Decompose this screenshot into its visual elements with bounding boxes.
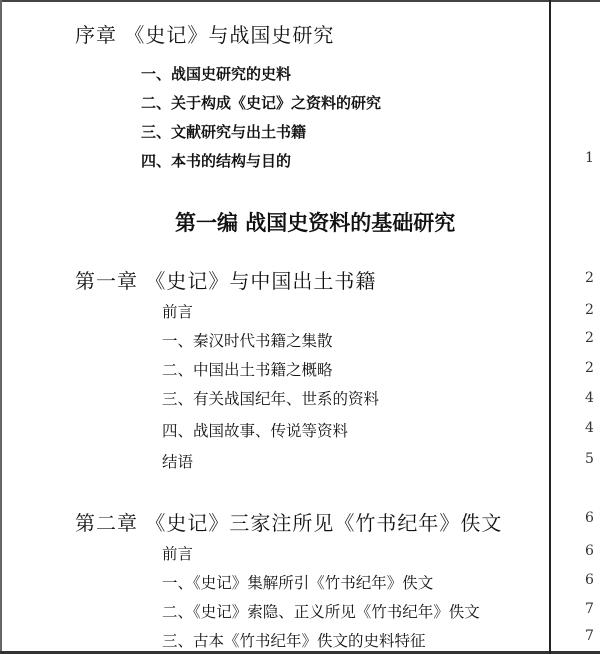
chapter-1-title: 第一章 《史记》与中国出土书籍 bbox=[75, 269, 377, 293]
page-number: 6 bbox=[585, 543, 594, 559]
chapter-1-item-5: 四、战国故事、传说等资料 bbox=[162, 422, 349, 440]
page-number: 7 bbox=[585, 628, 594, 644]
chapter-2-title: 第二章 《史记》三家注所见《竹书纪年》佚文 bbox=[75, 511, 503, 535]
page-margin-rule bbox=[549, 0, 551, 654]
page-number: 1 bbox=[585, 150, 594, 166]
intro-section-2: 二、关于构成《史记》之资料的研究 bbox=[141, 94, 382, 112]
chapter-1-item-2: 一、秦汉时代书籍之集散 bbox=[162, 332, 333, 350]
chapter-1-item-6: 结语 bbox=[162, 453, 194, 471]
page-number: 6 bbox=[585, 510, 594, 526]
page-number: 6 bbox=[585, 572, 594, 588]
chapter-2-item-1: 前言 bbox=[162, 545, 194, 563]
page-number: 2 bbox=[585, 330, 594, 346]
intro-section-1: 一、战国史研究的史料 bbox=[141, 65, 292, 83]
chapter-2-item-3: 二、《史记》索隐、正义所见《竹书纪年》佚文 bbox=[162, 603, 480, 621]
page-number: 2 bbox=[585, 270, 594, 286]
scan-border-left bbox=[0, 0, 2, 654]
intro-section-4: 四、本书的结构与目的 bbox=[141, 152, 292, 170]
chapter-2-item-2: 一、《史记》集解所引《竹书纪年》佚文 bbox=[162, 574, 434, 592]
chapter-2-item-4: 三、古本《竹书纪年》佚文的史料特征 bbox=[162, 632, 426, 650]
page-number: 7 bbox=[585, 601, 594, 617]
page-number: 4 bbox=[585, 420, 594, 436]
part-one-heading: 第一编 战国史资料的基础研究 bbox=[175, 211, 456, 235]
page-number: 2 bbox=[585, 360, 594, 376]
page-number: 2 bbox=[585, 302, 594, 318]
intro-section-3: 三、文献研究与出土书籍 bbox=[141, 123, 307, 141]
chapter-1-item-1: 前言 bbox=[162, 303, 194, 321]
chapter-1-item-4: 三、有关战国纪年、世系的资料 bbox=[162, 390, 380, 408]
page-number: 4 bbox=[585, 390, 594, 406]
scan-border-top bbox=[0, 0, 600, 2]
intro-title: 序章 《史记》与战国史研究 bbox=[75, 23, 335, 47]
chapter-1-item-3: 二、中国出土书籍之概略 bbox=[162, 361, 333, 379]
page-number: 5 bbox=[585, 451, 594, 467]
